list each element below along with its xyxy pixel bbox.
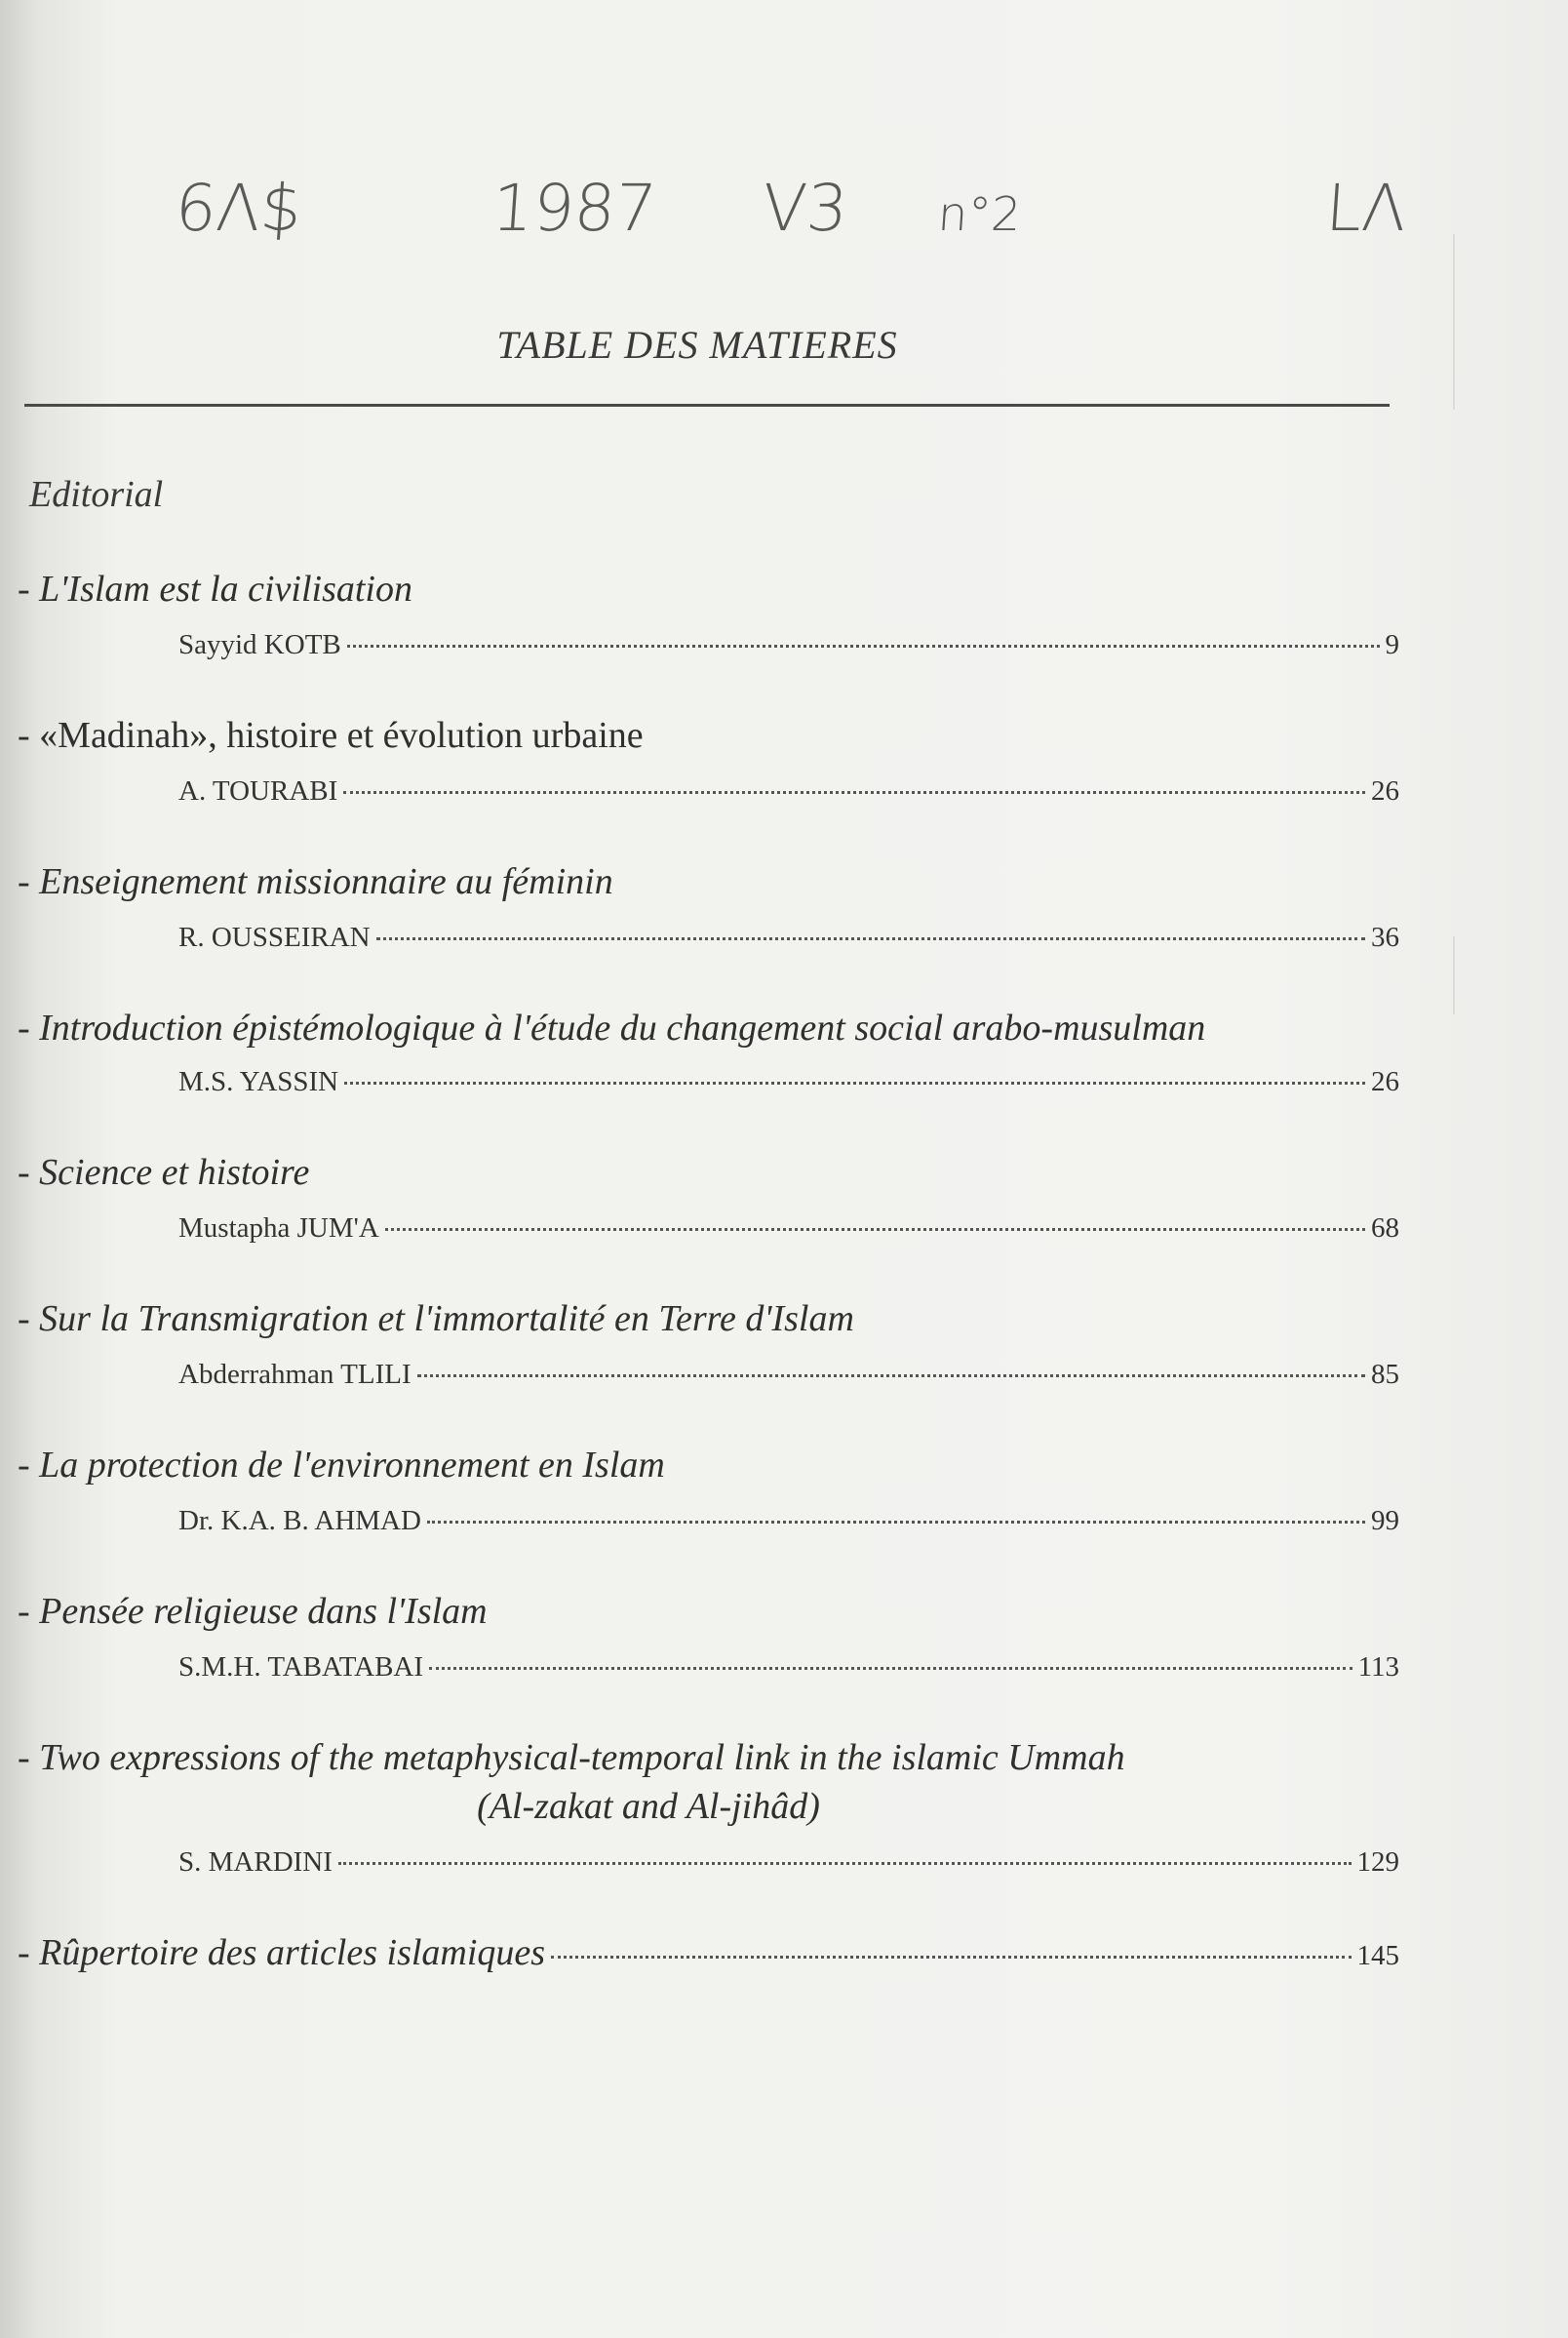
handwritten-note: LΛ [1323, 171, 1409, 246]
dot-leader [376, 937, 1365, 940]
dot-leader [417, 1374, 1365, 1377]
dot-leader [343, 791, 1365, 794]
toc-entry-author: S. MARDINI [178, 1846, 333, 1878]
dot-leader [347, 645, 1380, 648]
toc-entry-title: - Enseignement missionnaire au féminin [18, 861, 613, 902]
toc-entry-page: 26 [1371, 775, 1399, 807]
dot-leader [427, 1521, 1365, 1524]
toc-entry-author: S.M.H. TABATABAI [178, 1651, 424, 1683]
toc-entry-page: 129 [1356, 1846, 1399, 1878]
toc-entry-author: Mustapha JUM'A [178, 1212, 379, 1244]
title-divider [24, 404, 1390, 407]
toc-entry-title: - Science et histoire [18, 1152, 310, 1193]
toc-entry-author: Sayyid KOTB [178, 629, 341, 660]
handwritten-note: 6Λ$ [173, 171, 304, 246]
toc-entry-title: - La protection de l'environnement en Islam [18, 1445, 665, 1486]
toc-entry-author-line [178, 775, 1399, 808]
toc-entry-title: - Sur la Transmigration et l'immortalité en Terre d'Islam [18, 1298, 854, 1339]
toc-entry-author-line [178, 629, 1399, 661]
dot-leader [551, 1956, 1351, 1959]
toc-entry-page: 99 [1371, 1505, 1399, 1536]
toc-entry-page: 85 [1371, 1359, 1399, 1390]
dot-leader [344, 1082, 1365, 1085]
toc-entry-last-line [18, 1931, 1399, 1974]
toc-entry-subtitle: (Al-zakat and Al-jihâd) [477, 1786, 820, 1827]
toc-entry-page: 145 [1356, 1940, 1399, 1971]
toc-entry-title: - Pensée religieuse dans l'Islam [18, 1591, 488, 1632]
toc-entry-author: M.S. YASSIN [178, 1066, 339, 1097]
toc-entry-page: 26 [1371, 1066, 1399, 1097]
toc-entry-page: 113 [1357, 1651, 1399, 1683]
toc-entry-page: 68 [1371, 1212, 1399, 1244]
dot-leader [385, 1228, 1365, 1231]
toc-entry-author-line [178, 922, 1399, 954]
page-title: TABLE DES MATIERES [496, 323, 898, 367]
toc-entry-title: - «Madinah», histoire et évolution urbaine [18, 715, 644, 756]
handwritten-note: V3 [760, 171, 850, 246]
toc-entry-author-line [178, 1846, 1399, 1879]
toc-entry-title: - L'Islam est la civilisation [18, 569, 412, 610]
toc-entry-author: A. TOURABI [178, 775, 338, 807]
bleed-through-mark [1453, 936, 1455, 1014]
toc-entry-page: 9 [1385, 629, 1399, 660]
toc-entry-title: - Two expressions of the metaphysical-temporal link in the islamic Ummah [18, 1737, 1125, 1778]
toc-entry-page: 36 [1371, 922, 1399, 953]
handwritten-note: n°2 [936, 187, 1023, 242]
dot-leader [429, 1667, 1352, 1670]
toc-entry-title: - Introduction épistémologique à l'étude du changement social arabo-musulman [18, 1008, 1206, 1049]
toc-entry-author-line [178, 1651, 1399, 1684]
bleed-through-mark [1453, 234, 1455, 410]
handwritten-note: 1987 [490, 171, 659, 246]
toc-entry-author-line [178, 1066, 1399, 1098]
toc-entry-author: R. OUSSEIRAN [178, 922, 371, 953]
toc-entry-title: - Rûpertoire des articles islamiques [18, 1932, 546, 1973]
dot-leader [338, 1862, 1352, 1865]
section-heading-editorial: Editorial [29, 474, 164, 515]
toc-entry-author-line [178, 1212, 1399, 1245]
toc-entry-author-line [178, 1359, 1399, 1391]
toc-entry-author: Abderrahman TLILI [178, 1359, 412, 1390]
toc-entry-author: Dr. K.A. B. AHMAD [178, 1505, 421, 1536]
toc-entry-author-line [178, 1505, 1399, 1537]
